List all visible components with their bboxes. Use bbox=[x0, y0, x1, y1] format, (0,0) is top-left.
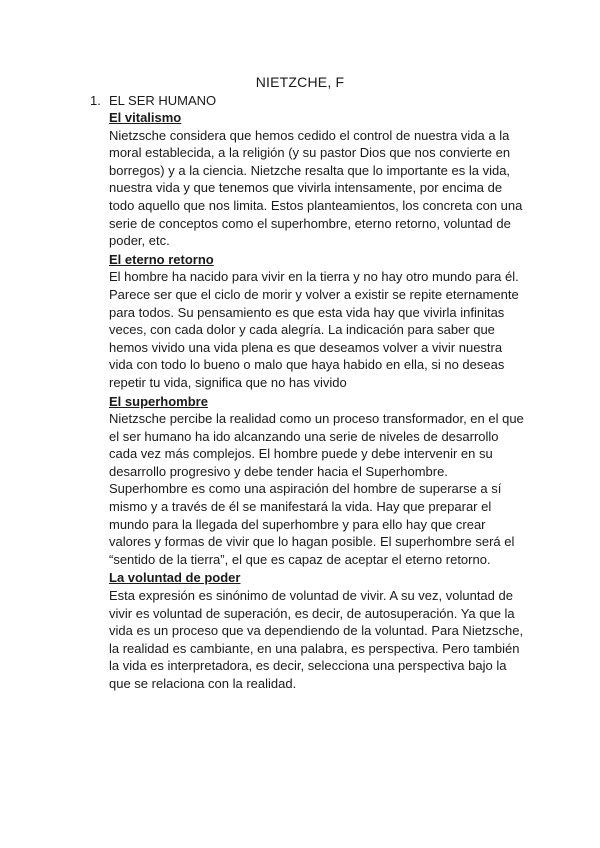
section-paragraph: Nietzsche percibe la realidad como un proceso transformador, en el que el ser humano ha ido alcanzando una serie de niveles de desarrollo cada vez más complejos. El hombre puede y debe intervenir en su desarrollo progresivo y debe tender hacia el Superhombre. Superhombre es como una aspiración del hombre de superarse a sí mismo y a través de él se manifestará la vida. Hay que preparar el mundo para la llegada del superhombre y para ello hay que crear valores y formas de vivir que lo hagan posible. El superhombre será el “sentido de la tierra”, el que es capaz de aceptar el eterno retorno. bbox=[109, 411, 524, 567]
section-heading: El superhombre bbox=[109, 393, 208, 409]
section-eterno-retorno bbox=[109, 251, 527, 392]
document-title: NIETZCHE, F bbox=[255, 74, 345, 90]
section-paragraph: El hombre ha nacido para vivir en la tierra y no hay otro mundo para él. Parece ser que el ciclo de morir y volver a existir se repite eternamente para todos. Su pensamiento es que esta vida hay que vivirla infinitas veces, con cada dolor y cada alegría. La indicación para saber que hemos vivido una vida plena es que deseamos volver a vivir nuestra vida con todo lo bueno o malo que haya habido en ella, si no deseas repetir tu vida, significa que no has vivido bbox=[109, 269, 519, 390]
section-paragraph: Esta expresión es sinónimo de voluntad de vivir. A su vez, voluntad de vivir es voluntad de superación, es decir, de autosuperación. Ya que la vida es un proceso que va dependiendo de la voluntad. Para Nietzsche, la realidad es cambiante, en una palabra, es perspectiva. Pero también la vida es interpretadora, es decir, selecciona una perspectiva bajo la que se relaciona con la realidad. bbox=[109, 588, 524, 691]
section-vitalismo bbox=[109, 109, 527, 250]
section-heading: El eterno retorno bbox=[109, 251, 214, 267]
list-number: 1. bbox=[90, 93, 101, 108]
section-voluntad-de-poder bbox=[109, 569, 527, 692]
section-heading: La voluntad de poder bbox=[109, 570, 241, 586]
section-paragraph: Nietzsche considera que hemos cedido el control de nuestra vida a la moral establecida, a la religión (y su pastor Dios que nos convierte en borregos) y a la ciencia. Nietzche resalta que lo importante es la vida, nuestra vida y que tenemos que vivirla intensamente, por encima de todo aquello que nos limita. Estos planteamientos, los concreta con una serie de conceptos como el superhombre, eterno retorno, voluntad de poder, etc. bbox=[109, 127, 523, 249]
main-heading: EL SER HUMANO bbox=[109, 93, 217, 108]
section-superhombre bbox=[109, 393, 527, 569]
section-heading: El vitalismo bbox=[109, 110, 182, 125]
document-body bbox=[109, 109, 527, 694]
